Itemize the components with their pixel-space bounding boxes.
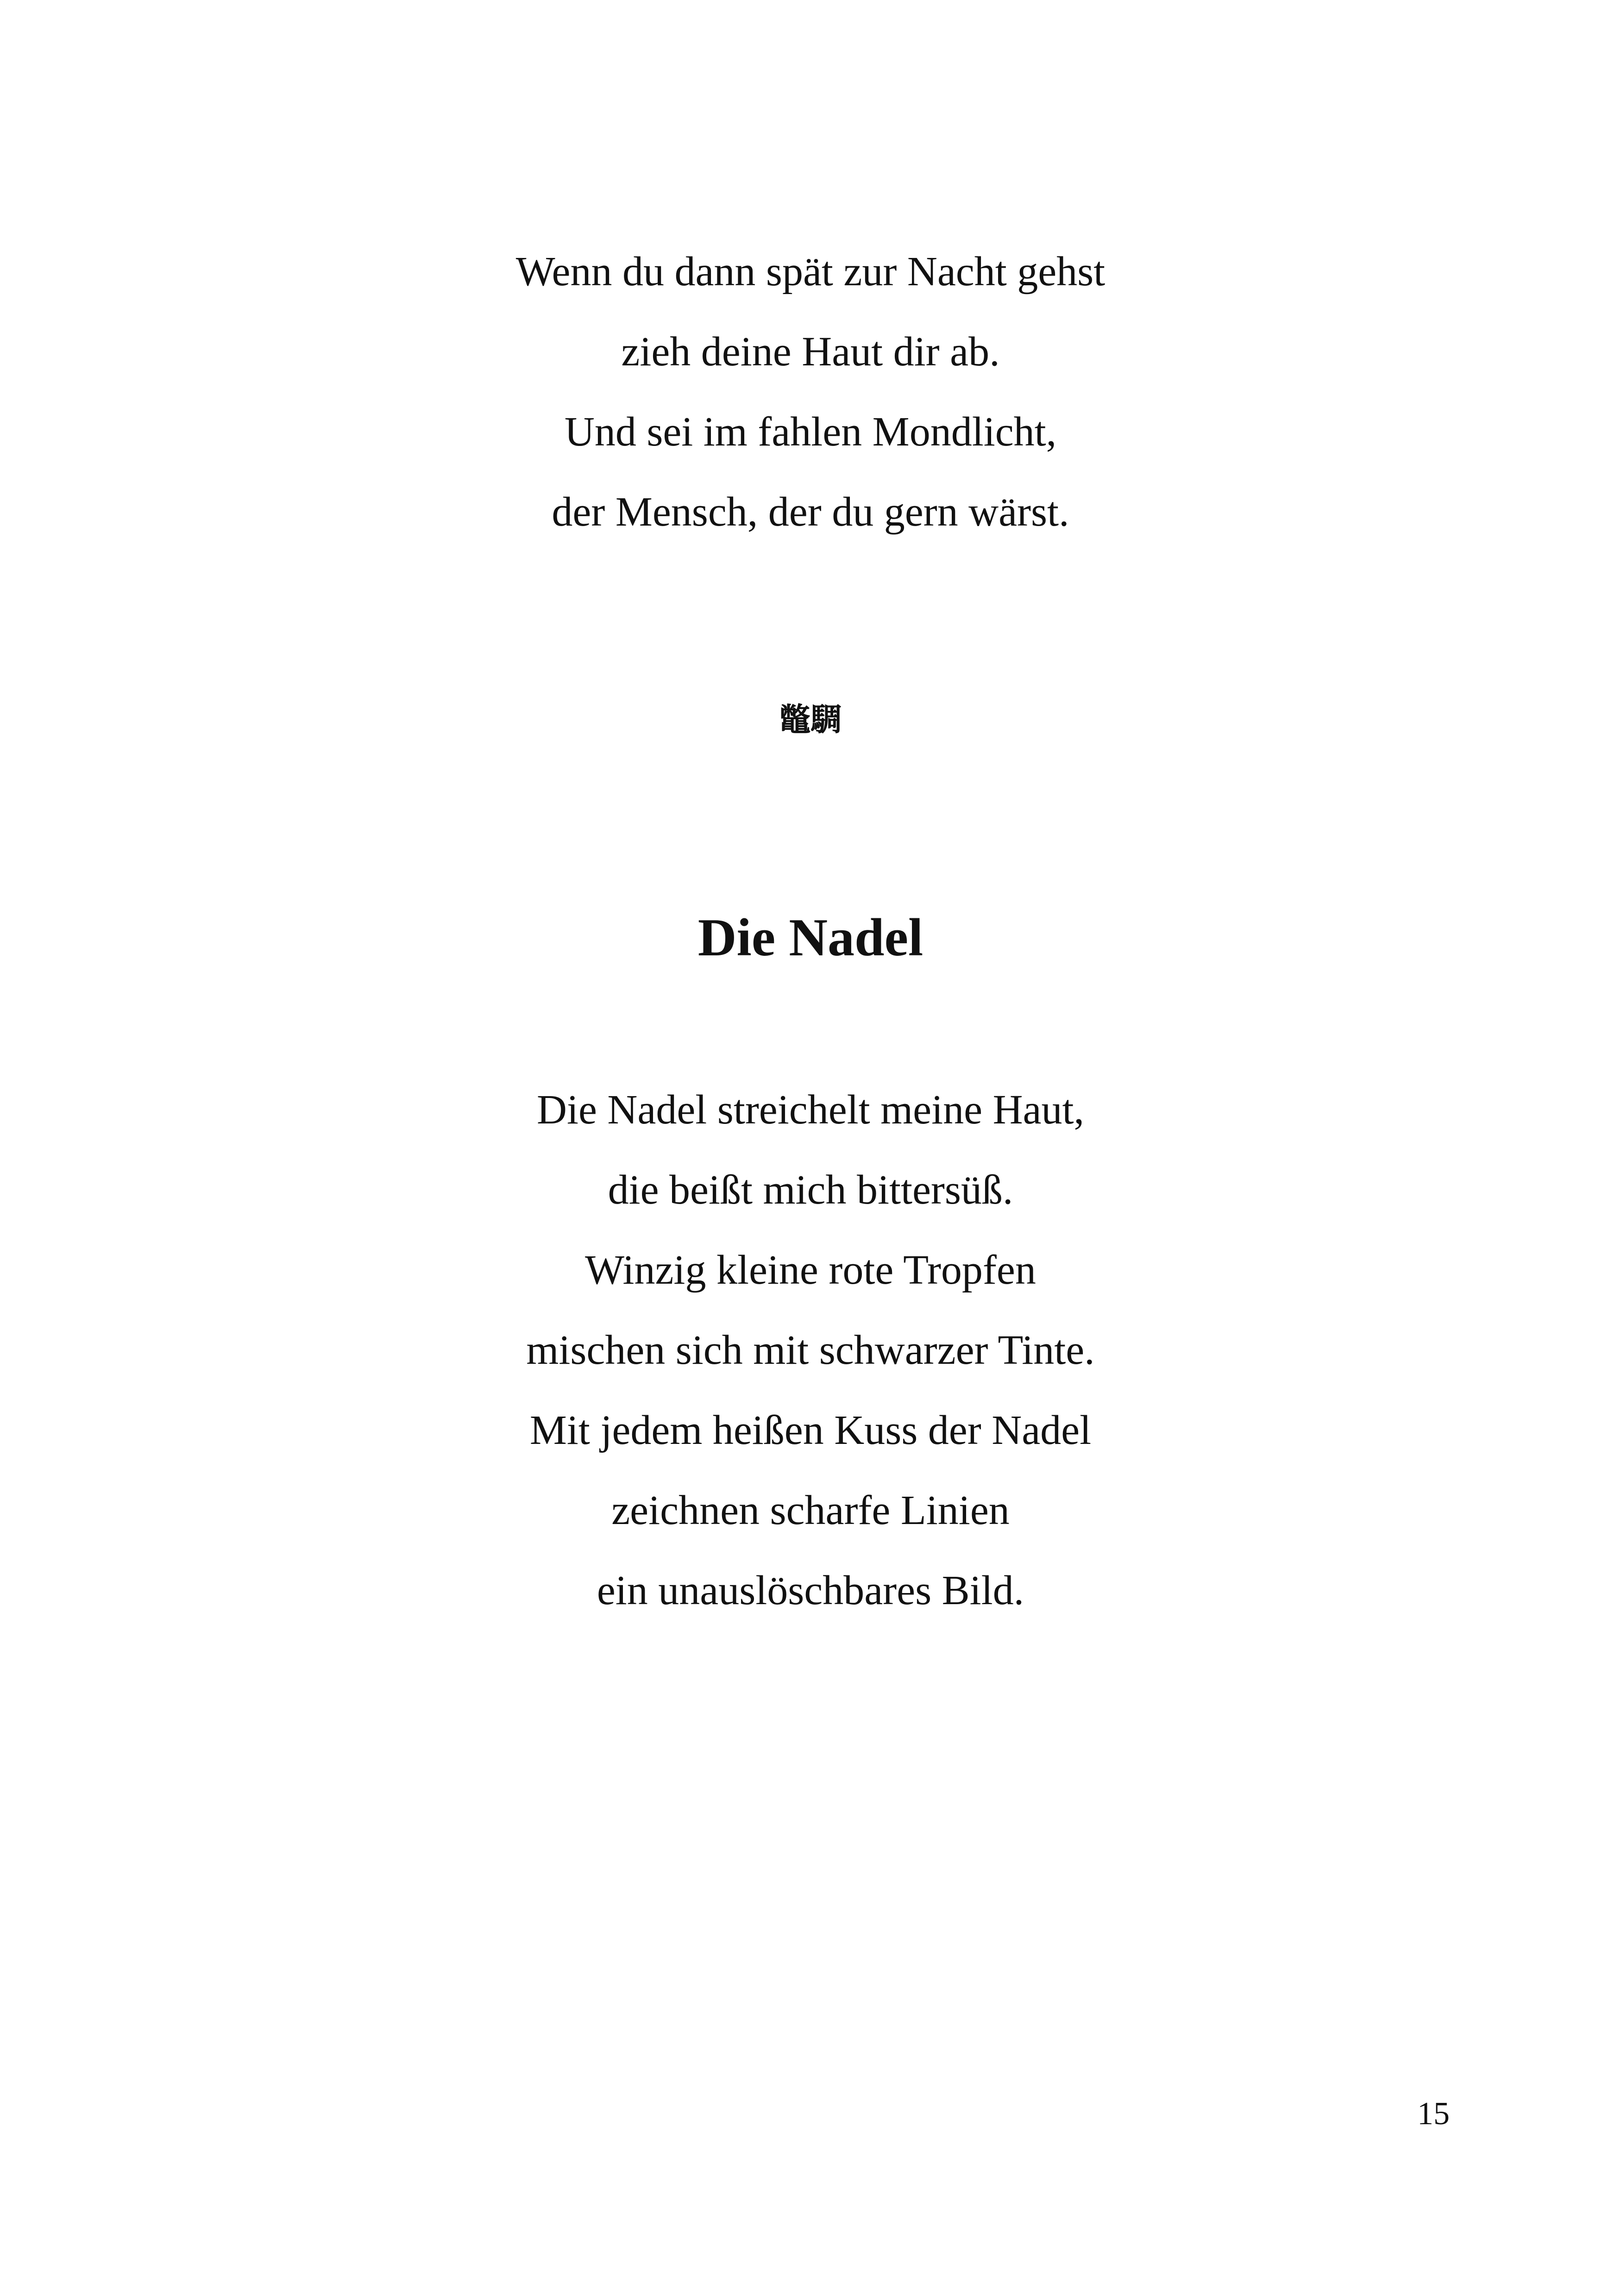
verse-line: ein unauslöschbares Bild.	[597, 1568, 1024, 1613]
verse-line: der Mensch, der du gern wärst.	[552, 489, 1069, 535]
verse-line: Winzig kleine rote Tropfen	[585, 1247, 1036, 1293]
page-number: 15	[1417, 2096, 1450, 2132]
verse-line: die beißt mich bittersüß.	[608, 1167, 1013, 1213]
verse-line: mischen sich mit schwarzer Tinte.	[526, 1327, 1095, 1373]
poem-title: Die Nadel	[697, 908, 924, 967]
verse-line: Die Nadel streichelt meine Haut,	[536, 1087, 1085, 1133]
previous-poem-ending	[0, 232, 1621, 552]
verse-line: Mit jedem heißen Kuss der Nadel	[529, 1407, 1092, 1453]
section-separator: 鼈騆	[779, 702, 842, 738]
verse-line: zeichnen scharfe Linien	[611, 1487, 1010, 1533]
verse-line: zieh deine Haut dir ab.	[621, 329, 1000, 375]
verse-line: Wenn du dann spät zur Nacht gehst	[515, 249, 1106, 295]
poem-body	[0, 1070, 1621, 1631]
verse-line: Und sei im fahlen Mondlicht,	[564, 409, 1057, 455]
